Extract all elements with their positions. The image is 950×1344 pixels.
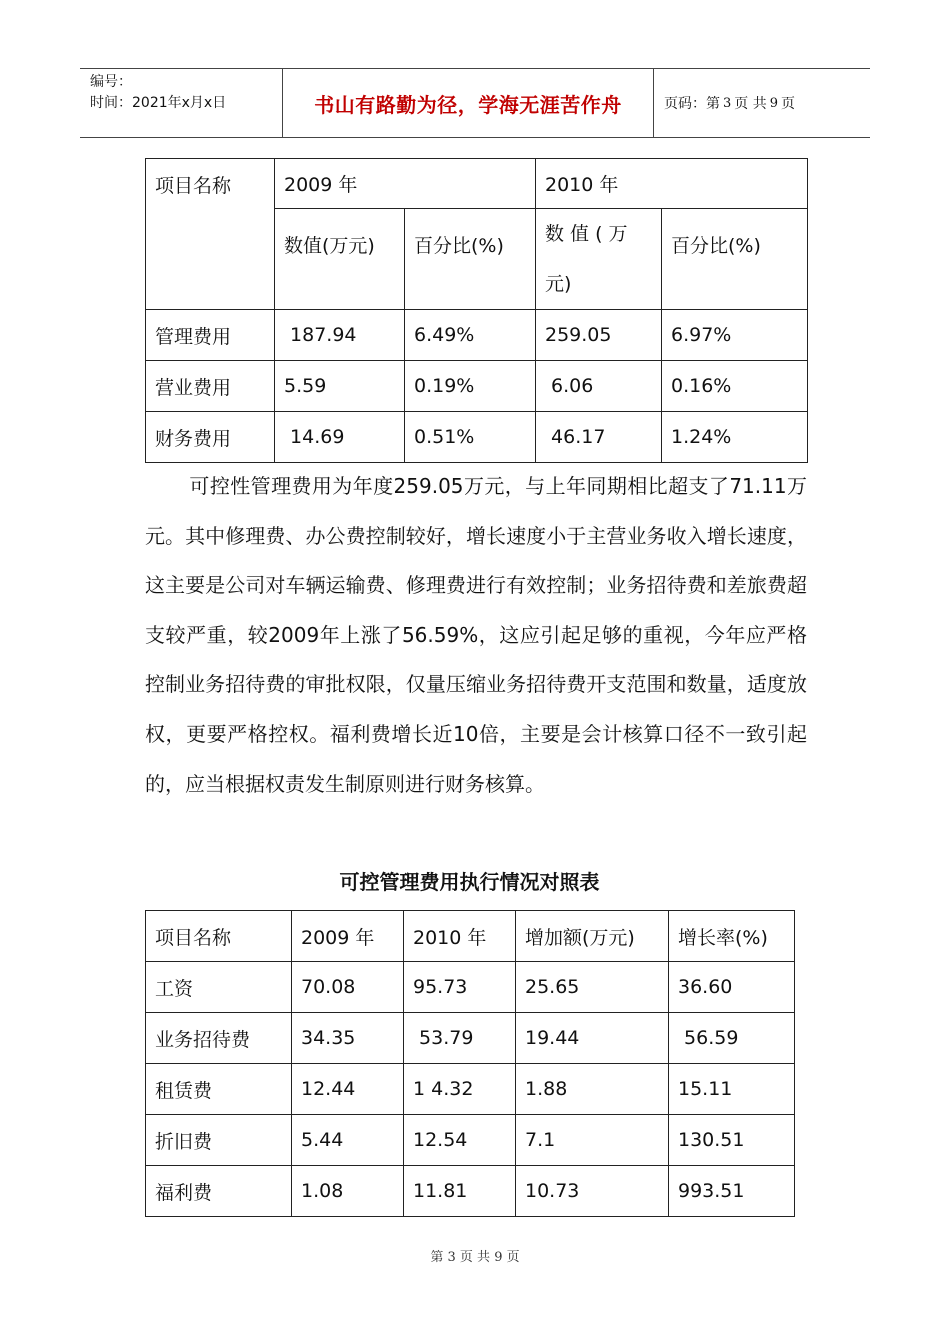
table-cell: 36.60 (669, 962, 795, 1013)
table-cell: 营业费用 (146, 361, 275, 412)
page-middle: 页 共 (734, 96, 767, 112)
header-cell: 百分比(%) (405, 209, 536, 310)
header-cell (536, 209, 662, 310)
expense-table (145, 158, 808, 463)
table-cell: 1.24% (662, 412, 808, 463)
header-cell: 2010 年 (536, 159, 808, 209)
table-cell: 130.51 (669, 1115, 795, 1166)
table-cell: 25.65 (516, 962, 669, 1013)
table-cell: 11.81 (404, 1166, 516, 1217)
table-cell: 187.94 (275, 310, 405, 361)
table-cell: 53.79 (404, 1013, 516, 1064)
header-cell: 2009 年 (292, 911, 404, 962)
table-row (146, 1115, 795, 1166)
controllable-expense-table (145, 910, 795, 1217)
header-cell: 项目名称 (146, 911, 292, 962)
page-suffix: 页 (781, 96, 796, 112)
table-cell: 14.69 (275, 412, 405, 463)
table-row (146, 361, 808, 412)
table-cell: 工资 (146, 962, 292, 1013)
table-cell: 10.73 (516, 1166, 669, 1217)
table-cell: 6.97% (662, 310, 808, 361)
header-page-indicator (654, 69, 870, 137)
table-cell: 34.35 (292, 1013, 404, 1064)
paragraph-text: 可控性管理费用为年度259.05万元，与上年同期相比超支了71.11万元。其中修理费、办公费控制较好，增长速度小于主营业务收入增长速度，这主要是公司对车辆运输费、修理费进行有效控制；业务招待费和差旅费超支较严重，较2009年上涨了56.59%，这应引起足够的重视，今年应严格控制业务招待费的审批权限，仅量压缩业务招待费开支范围和数量，适度放权，更要严格控权。福利费增长近10倍，主要是会计核算口径不一致引起的，应当根据权责发生制原则进行财务核算。 (145, 474, 807, 796)
table-cell: 0.51% (405, 412, 536, 463)
table-row (146, 159, 808, 209)
header-cell: 增加额(万元) (516, 911, 669, 962)
header-meta (80, 69, 282, 137)
header-cell: 2009 年 (275, 159, 536, 209)
time-label: 时间：2021年x月x日 (90, 95, 227, 111)
table-row (146, 1064, 795, 1115)
table-cell: 6.49% (405, 310, 536, 361)
table-row (146, 412, 808, 463)
header-cell: 项目名称 (146, 159, 275, 310)
table-cell: 95.73 (404, 962, 516, 1013)
table-header-row (146, 911, 795, 962)
page-footer: 第 3 页 共 9 页 (430, 1250, 520, 1265)
page-current: 3 (723, 95, 732, 111)
table-row (146, 310, 808, 361)
table-cell: 5.59 (275, 361, 405, 412)
table-cell: 0.16% (662, 361, 808, 412)
header-motto: 书山有路勤为径，学海无涯苦作舟 (282, 69, 654, 137)
table-cell: 1 4.32 (404, 1064, 516, 1115)
table-cell: 259.05 (536, 310, 662, 361)
table-cell: 70.08 (292, 962, 404, 1013)
table-cell: 56.59 (669, 1013, 795, 1064)
table-row (146, 1166, 795, 1217)
table-cell: 管理费用 (146, 310, 275, 361)
table-cell: 12.54 (404, 1115, 516, 1166)
table-row (146, 962, 795, 1013)
table-title: 可控管理费用执行情况对照表 (339, 870, 600, 894)
body-paragraph (145, 462, 807, 809)
header-cell: 数值(万元) (275, 209, 405, 310)
table-cell: 7.1 (516, 1115, 669, 1166)
table-cell: 6.06 (536, 361, 662, 412)
table-cell: 0.19% (405, 361, 536, 412)
header-cell: 百分比(%) (662, 209, 808, 310)
header-cell: 增长率(%) (669, 911, 795, 962)
header-cell-line: 元) (545, 273, 572, 295)
table-cell: 1.08 (292, 1166, 404, 1217)
table-cell: 46.17 (536, 412, 662, 463)
page-header (80, 68, 870, 138)
serial-label: 编号： (90, 74, 132, 90)
page-prefix: 页码：第 (664, 96, 720, 112)
table-cell: 993.51 (669, 1166, 795, 1217)
header-cell-line: 数 值 ( 万 (545, 223, 628, 245)
table-cell: 租赁费 (146, 1064, 292, 1115)
table-cell: 折旧费 (146, 1115, 292, 1166)
table-cell: 福利费 (146, 1166, 292, 1217)
table-cell: 财务费用 (146, 412, 275, 463)
table-cell: 15.11 (669, 1064, 795, 1115)
table-cell: 1.88 (516, 1064, 669, 1115)
table-row (146, 1013, 795, 1064)
page-total: 9 (769, 95, 779, 111)
table-cell: 业务招待费 (146, 1013, 292, 1064)
header-cell: 2010 年 (404, 911, 516, 962)
table-cell: 12.44 (292, 1064, 404, 1115)
table-cell: 19.44 (516, 1013, 669, 1064)
table-cell: 5.44 (292, 1115, 404, 1166)
